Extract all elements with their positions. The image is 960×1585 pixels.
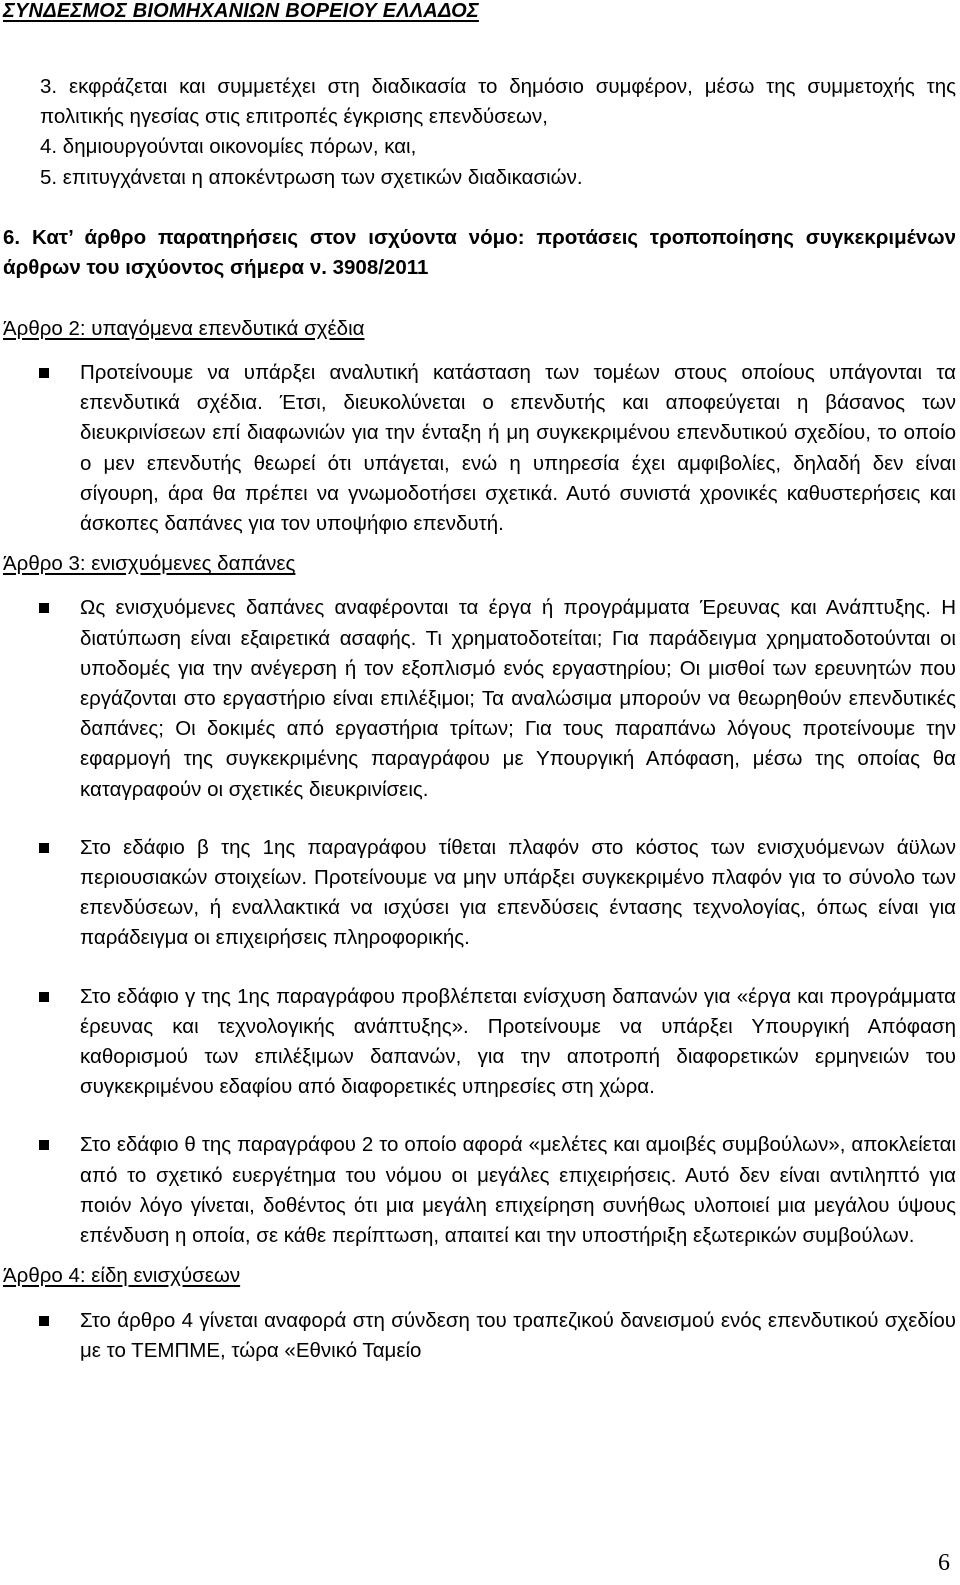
list-item: 5. επιτυγχάνεται η αποκέντρωση των σχετικών διαδικασιών. xyxy=(40,165,583,189)
list-item xyxy=(0,1130,960,1251)
list-item: 4. δημιουργούνται οικονομίες πόρων, και, xyxy=(40,135,417,159)
article-4-title: Άρθρο 4: είδη ενισχύσεων xyxy=(3,1264,241,1288)
bullet-text: Στο εδάφιο γ της 1ης παραγράφου προβλέπεται ενίσχυση δαπανών για «έργα και προγράμματα έρευνας και τεχνολογικής ανάπτυξης». Προτείνουμε να υπάρξει Υπουργική Απόφαση καθορισμού των επιλέξιμων δαπανών, για την αποτροπή διαφορετικών ερμηνειών του συγκεκριμένου εδαφίου από διαφορετικές υπηρεσίες στη χώρα. xyxy=(80,984,956,1099)
square-bullet-icon xyxy=(39,1316,49,1326)
list-item xyxy=(0,982,960,1103)
page-content xyxy=(0,72,960,1366)
numbered-list xyxy=(0,72,960,193)
bullet-text: Ως ενισχυόμενες δαπάνες αναφέρονται τα έργα ή προγράμματα Έρευνας και Ανάπτυξης. Η διατύπωση είναι εξαιρετικά ασαφής. Τι χρηματοδοτείται; Για παράδειγμα χρηματοδοτούνται οι υποδομές για την ανέγερση ή τον εξοπλισμό ενός εργαστηρίου; Οι μισθοί των ερευνητών που εργάζονται στο εργαστήριο είναι επιλέξιμοι; Τα αναλώσιμα μπορούν να θεωρηθούν επενδυτικές δαπάνες; Οι δοκιμές από εργαστήρια τρίτων; Για τους παραπάνω λόγους προτείνουμε την εφαρμογή της συγκεκριμένης παραγράφου με Υπουργική Απόφαση, μέσω της οποίας θα καταγραφούν οι σχετικές διευκρινίσεις. xyxy=(80,596,956,801)
list-item xyxy=(0,358,960,539)
list-item xyxy=(0,1306,960,1366)
square-bullet-icon xyxy=(39,1140,49,1150)
article-2-bullets xyxy=(0,358,960,539)
square-bullet-icon xyxy=(39,992,49,1002)
page-number: 6 xyxy=(938,1550,950,1576)
bullet-text: Προτείνουμε να υπάρξει αναλυτική κατάσταση των τομέων στους οποίους υπάγονται τα επενδυτικά σχέδια. Έτσι, διευκολύνεται ο επενδυτής και αποφεύγεται η βάσανος των διευκρινίσεων επί διαφωνιών για την ένταξη ή μη συγκεκριμένου επενδυτικού σχεδίου, το οποίο ο μεν επενδυτής θεωρεί ότι υπάγεται, ενώ η υπηρεσία έχει αμφιβολίες, δηλαδή δεν είναι σίγουρη, άρα θα πρέπει να γνωμοδοτήσει σχετικά. Αυτό συνιστά χρονικές καθυστερήσεις και άσκοπες δαπάνες για τον υποψήφιο επενδυτή. xyxy=(80,361,956,536)
bullet-text: Στο άρθρο 4 γίνεται αναφορά στη σύνδεση του τραπεζικού δανεισμού ενός επενδυτικού σχεδίου με το ΤΕΜΠΜΕ, τώρα «Εθνικό Ταμείο xyxy=(80,1308,956,1362)
bullet-text: Στο εδάφιο θ της παραγράφου 2 το οποίο αφορά «μελέτες και αμοιβές συμβούλων», αποκλείεται από το σχετικό ευεργέτημα του νόμου οι μεγάλες επιχειρήσεις. Αυτό δεν είναι αντιληπτό για ποιόν λόγο γίνεται, δοθέντος ότι μια μεγάλη επιχείρηση συνήθως υλοποιεί μια μεγάλου ύψους επένδυση η οποία, σε κάθε περίπτωση, απαιτεί και την υποστήριξη εξωτερικών συμβούλων. xyxy=(80,1133,956,1248)
article-3-bullets xyxy=(0,593,960,1251)
list-item xyxy=(0,593,960,804)
article-2-title: Άρθρο 2: υπαγόμενα επενδυτικά σχέδια xyxy=(3,316,365,340)
list-item xyxy=(0,833,960,954)
article-3-title: Άρθρο 3: ενισχυόμενες δαπάνες xyxy=(3,552,296,576)
section-heading: 6. Κατ’ άρθρο παρατηρήσεις στον ισχύοντα νόμο: προτάσεις τροποποίησης συγκεκριμένων άρθρων του ισχύοντος σήμερα ν. 3908/2011 xyxy=(3,225,956,280)
list-item: 3. εκφράζεται και συμμετέχει στη διαδικασία το δημόσιο συμφέρον, μέσω της συμμετοχής της πολιτικής ηγεσίας στις επιτροπές έγκρισης επενδύσεων, xyxy=(40,75,956,129)
bullet-text: Στο εδάφιο β της 1ης παραγράφου τίθεται πλαφόν στο κόστος των ενισχυόμενων άϋλων περιουσιακών στοιχείων. Προτείνουμε να μην υπάρξει συγκεκριμένο πλαφόν για το σύνολο των επενδύσεων, ή εναλλακτικά να ισχύσει για επενδύσεις έντασης τεχνολογίας, όπως είναι για παράδειγμα οι επιχειρήσεις πληροφορικής. xyxy=(80,835,956,950)
square-bullet-icon xyxy=(39,368,49,378)
article-4-bullets xyxy=(0,1306,960,1366)
document-header: ΣΥΝΔΕΣΜΟΣ ΒΙΟΜΗΧΑΝΙΩΝ ΒΟΡΕΙΟΥ ΕΛΛΑΔΟΣ xyxy=(3,0,479,22)
square-bullet-icon xyxy=(39,603,49,613)
square-bullet-icon xyxy=(39,843,49,853)
